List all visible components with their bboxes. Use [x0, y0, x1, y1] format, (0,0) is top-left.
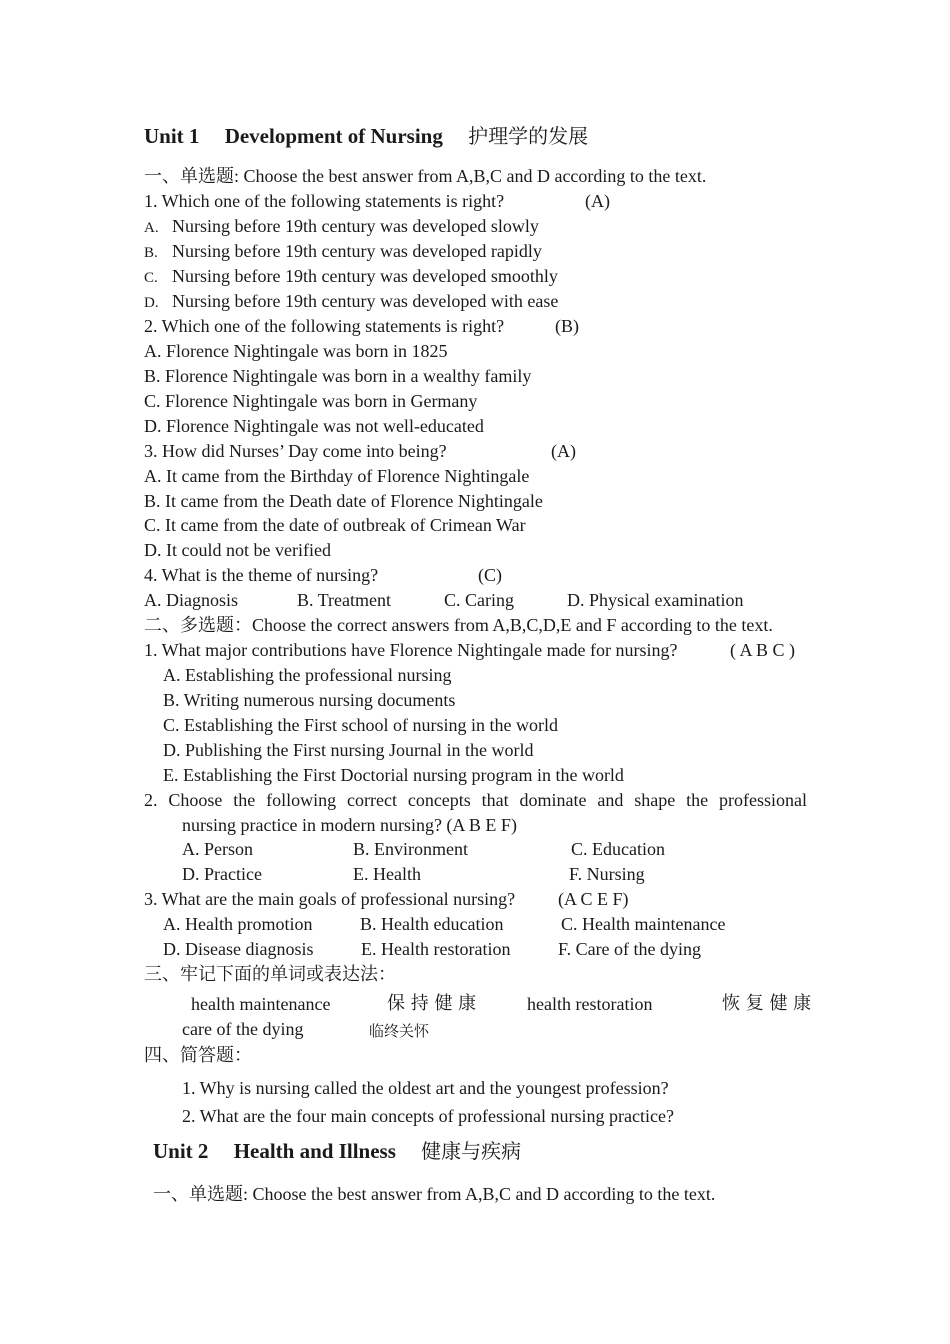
unit1-heading — [144, 123, 588, 149]
unit2-title: Health and Illness — [233, 1139, 396, 1163]
question-3-answer: (A) — [551, 441, 576, 461]
mq3-option-c: C. Health maintenance — [561, 914, 726, 934]
unit2-section1-instruction: : Choose the best answer from A,B,C and D according to the text. — [243, 1184, 716, 1204]
section2-label-cn: 二、多选题： — [144, 615, 252, 636]
mq2-option-e: E. Health — [353, 864, 421, 884]
unit2-section1-heading — [153, 1183, 715, 1206]
question-2: 2. Which one of the following statements is right? — [144, 316, 505, 336]
vocab-2-cn: 恢 复 健 康 — [722, 993, 812, 1014]
q2-option-a: A. Florence Nightingale was born in 1825 — [144, 341, 448, 361]
q3-option-c: C. It came from the date of outbreak of Crimean War — [144, 515, 526, 535]
q4-option-a: A. Diagnosis — [144, 590, 238, 610]
mq-2-line1: 2. Choose the following correct concepts that dominate and shape the professional — [144, 790, 807, 810]
mq3-option-a: A. Health promotion — [163, 914, 313, 934]
mq1-option-e: E. Establishing the First Doctorial nursing program in the world — [163, 765, 624, 785]
unit2-title-cn: 健康与疾病 — [421, 1139, 522, 1163]
short-question-2: 2. What are the four main concepts of professional nursing practice? — [182, 1106, 674, 1126]
vocab-1-en: health maintenance — [191, 994, 331, 1014]
short-question-1: 1. Why is nursing called the oldest art and the youngest profession? — [182, 1078, 669, 1098]
vocab-3-en: care of the dying — [182, 1019, 304, 1039]
mq1-option-b: B. Writing numerous nursing documents — [163, 690, 456, 710]
q4-option-c: C. Caring — [444, 590, 514, 610]
section1-label-cn: 一、单选题 — [144, 166, 234, 187]
q3-option-d: D. It could not be verified — [144, 540, 331, 560]
q3-option-a: A. It came from the Birthday of Florence Nightingale — [144, 466, 530, 486]
question-1: 1. Which one of the following statements is right? — [144, 191, 505, 211]
unit1-title-cn: 护理学的发展 — [468, 124, 589, 148]
unit1-number: Unit 1 — [144, 124, 200, 148]
section4-heading: 四、简答题： — [144, 1045, 252, 1066]
section1-instruction: : Choose the best answer from A,B,C and D according to the text. — [234, 166, 707, 186]
vocab-2-en: health restoration — [527, 994, 653, 1014]
mq-3-answer: (A C E F) — [558, 889, 629, 909]
mq3-option-e: E. Health restoration — [361, 939, 511, 959]
section2-instruction: Choose the correct answers from A,B,C,D,E and F according to the text. — [252, 615, 773, 635]
mq3-option-d: D. Disease diagnosis — [163, 939, 314, 959]
unit1-title: Development of Nursing — [224, 124, 443, 148]
q1-option-d: D. Nursing before 19th century was developed with ease — [144, 291, 559, 311]
q3-option-b: B. It came from the Death date of Florence Nightingale — [144, 491, 543, 511]
question-1-answer: (A) — [585, 191, 610, 211]
q4-option-b: B. Treatment — [297, 590, 392, 610]
section3-heading: 三、牢记下面的单词或表达法： — [144, 964, 396, 985]
question-3: 3. How did Nurses’ Day come into being? — [144, 441, 447, 461]
unit2-heading — [153, 1138, 521, 1164]
mq-1-answer: ( A B C ) — [730, 640, 796, 660]
mq-1: 1. What major contributions have Florence Nightingale made for nursing? — [144, 640, 678, 660]
mq-2-line2: nursing practice in modern nursing? (A B E F) — [182, 815, 517, 835]
unit2-section1-label-cn: 一、单选题 — [153, 1184, 243, 1205]
question-2-answer: (B) — [555, 316, 579, 336]
section1-heading — [144, 165, 706, 188]
mq2-option-d: D. Practice — [182, 864, 262, 884]
vocab-1-cn: 保 持 健 康 — [387, 993, 477, 1014]
mq3-option-b: B. Health education — [360, 914, 504, 934]
vocab-3-cn: 临终关怀 — [369, 1022, 430, 1040]
mq3-option-f: F. Care of the dying — [558, 939, 702, 959]
mq1-option-a: A. Establishing the professional nursing — [163, 665, 452, 685]
q2-option-b: B. Florence Nightingale was born in a wealthy family — [144, 366, 532, 386]
section2-heading — [144, 614, 773, 637]
q2-option-d: D. Florence Nightingale was not well-educated — [144, 416, 484, 436]
q4-option-d: D. Physical examination — [567, 590, 744, 610]
mq2-option-b: B. Environment — [353, 839, 468, 859]
question-4-answer: (C) — [478, 565, 502, 585]
mq2-option-f: F. Nursing — [569, 864, 645, 884]
mq1-option-d: D. Publishing the First nursing Journal in the world — [163, 740, 534, 760]
q1-option-a: A. Nursing before 19th century was developed slowly — [144, 216, 539, 236]
question-4: 4. What is the theme of nursing? — [144, 565, 379, 585]
q2-option-c: C. Florence Nightingale was born in Germany — [144, 391, 478, 411]
mq1-option-c: C. Establishing the First school of nursing in the world — [163, 715, 558, 735]
mq-3: 3. What are the main goals of professional nursing? — [144, 889, 516, 909]
q1-option-c: C. Nursing before 19th century was developed smoothly — [144, 266, 558, 286]
mq2-option-a: A. Person — [182, 839, 253, 859]
mq2-option-c: C. Education — [571, 839, 665, 859]
q1-option-b: B. Nursing before 19th century was developed rapidly — [144, 241, 542, 261]
unit2-number: Unit 2 — [153, 1139, 209, 1163]
